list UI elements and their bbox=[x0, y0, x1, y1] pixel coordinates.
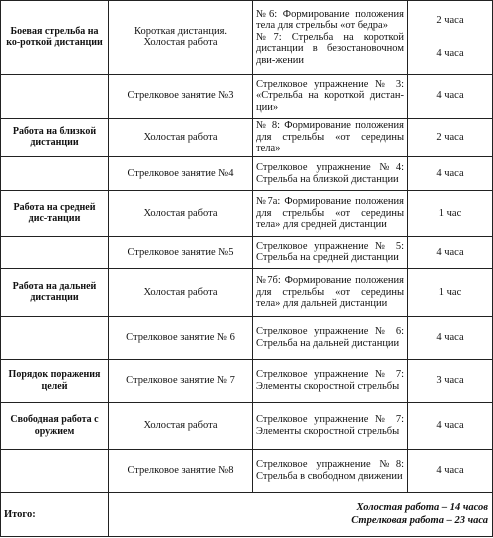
hours-cell bbox=[408, 449, 493, 492]
content-cell bbox=[253, 268, 408, 316]
content-cell bbox=[253, 316, 408, 359]
table-row bbox=[1, 268, 493, 316]
table-row bbox=[1, 157, 493, 191]
content-cell bbox=[253, 118, 408, 156]
table-row bbox=[1, 74, 493, 118]
content-line: №7: Стрельба на короткой дистанции в безостановочном дви-жении bbox=[256, 31, 404, 66]
section-cell: Работа на дальней дистанции bbox=[1, 268, 109, 316]
content-cell bbox=[253, 157, 408, 191]
hours-value: 4 часа bbox=[436, 465, 464, 477]
content-cell bbox=[253, 359, 408, 402]
table-row bbox=[1, 1, 493, 75]
session-cell: Холостая работа bbox=[109, 402, 253, 449]
hours-value: 1 час bbox=[438, 286, 462, 298]
content-cell bbox=[253, 74, 408, 118]
hours-cell bbox=[408, 118, 493, 156]
session-cell: Стрелковое занятие №8 bbox=[109, 449, 253, 492]
hours-value: 2 часа bbox=[436, 131, 464, 143]
section-cell bbox=[1, 316, 109, 359]
hours-cell bbox=[408, 157, 493, 191]
content-cell bbox=[253, 402, 408, 449]
section-cell bbox=[1, 74, 109, 118]
content-line: №6: Формирование положения тела для стрельбы «от бедра» bbox=[256, 8, 404, 32]
table-row bbox=[1, 118, 493, 156]
hours-cell bbox=[408, 236, 493, 268]
hours-value: 4 часа bbox=[436, 48, 464, 60]
session-cell: Стрелковое занятие №3 bbox=[109, 74, 253, 118]
hours-value: 4 часа bbox=[436, 332, 464, 344]
session-cell: Короткая дистанция. Холостая работа bbox=[109, 1, 253, 75]
hours-value: 1 час bbox=[438, 207, 462, 219]
table-row bbox=[1, 359, 493, 402]
content-line: Стрелковое упражнение № 7: Элементы скоростной стрельбы bbox=[256, 414, 404, 437]
hours-value: 4 часа bbox=[436, 167, 464, 179]
content-cell bbox=[253, 190, 408, 236]
content-line: №7а: Формирование положения для стрельбы «от середины тела» для средней дистанции bbox=[256, 196, 404, 231]
section-cell: Боевая стрельба на ко-роткой дистанции bbox=[1, 1, 109, 75]
table-row bbox=[1, 236, 493, 268]
total-line: Стрелковая работа – 23 часа bbox=[351, 515, 488, 527]
table-row bbox=[1, 402, 493, 449]
hours-value: 2 часа bbox=[436, 14, 464, 26]
content-cell bbox=[253, 1, 408, 75]
hours-cell bbox=[408, 402, 493, 449]
content-line: Стрелковое упражнение № 7: Элементы скоростной стрельбы bbox=[256, 369, 404, 392]
section-cell: Работа на средней дис-танции bbox=[1, 190, 109, 236]
hours-cell bbox=[408, 1, 493, 75]
content-line: №7б: Формирование положения для стрельбы «от середины тела» для дальней дистанции bbox=[256, 275, 404, 309]
session-cell: Холостая работа bbox=[109, 268, 253, 316]
content-line: № 8: Формирование положения для стрельбы «от середины тела» bbox=[256, 120, 404, 155]
content-line: Стрелковое упражнение № 5: Стрельба на средней дистанции bbox=[256, 240, 404, 264]
content-cell bbox=[253, 236, 408, 268]
content-line: Стрелковое упражнение №8: Стрельба в свободном движении bbox=[256, 459, 404, 482]
session-cell: Холостая работа bbox=[109, 118, 253, 156]
content-line: Стрелковое упражнение №4: Стрельба на близкой дистанции bbox=[256, 162, 404, 185]
hours-value: 4 часа bbox=[436, 246, 464, 258]
session-cell: Стрелковое занятие №5 bbox=[109, 236, 253, 268]
table-row bbox=[1, 449, 493, 492]
hours-cell bbox=[408, 190, 493, 236]
hours-value: 4 часа bbox=[436, 90, 464, 102]
session-cell: Холостая работа bbox=[109, 190, 253, 236]
hours-cell bbox=[408, 359, 493, 402]
table-row bbox=[1, 316, 493, 359]
hours-value: 3 часа bbox=[436, 375, 464, 387]
section-cell bbox=[1, 157, 109, 191]
table-row bbox=[1, 190, 493, 236]
content-line: Стрелковое упражнение № 6: Стрельба на дальней дистанции bbox=[256, 326, 404, 349]
total-row bbox=[1, 492, 493, 536]
hours-cell bbox=[408, 74, 493, 118]
total-line: Холостая работа – 14 часов bbox=[356, 502, 488, 514]
section-cell: Свободная работа с оружием bbox=[1, 402, 109, 449]
session-cell: Стрелковое занятие №4 bbox=[109, 157, 253, 191]
total-summary bbox=[109, 492, 493, 536]
hours-cell bbox=[408, 316, 493, 359]
session-cell: Стрелковое занятие № 7 bbox=[109, 359, 253, 402]
total-label: Итого: bbox=[1, 492, 109, 536]
section-cell bbox=[1, 236, 109, 268]
section-cell bbox=[1, 449, 109, 492]
session-cell: Стрелковое занятие № 6 bbox=[109, 316, 253, 359]
hours-value: 4 часа bbox=[436, 420, 464, 432]
section-cell: Работа на близкой дистанции bbox=[1, 118, 109, 156]
content-cell bbox=[253, 449, 408, 492]
section-cell: Порядок поражения целей bbox=[1, 359, 109, 402]
content-line: Стрелковое упражнение № 3: «Стрельба на короткой дистан-ции» bbox=[256, 78, 404, 113]
hours-cell bbox=[408, 268, 493, 316]
